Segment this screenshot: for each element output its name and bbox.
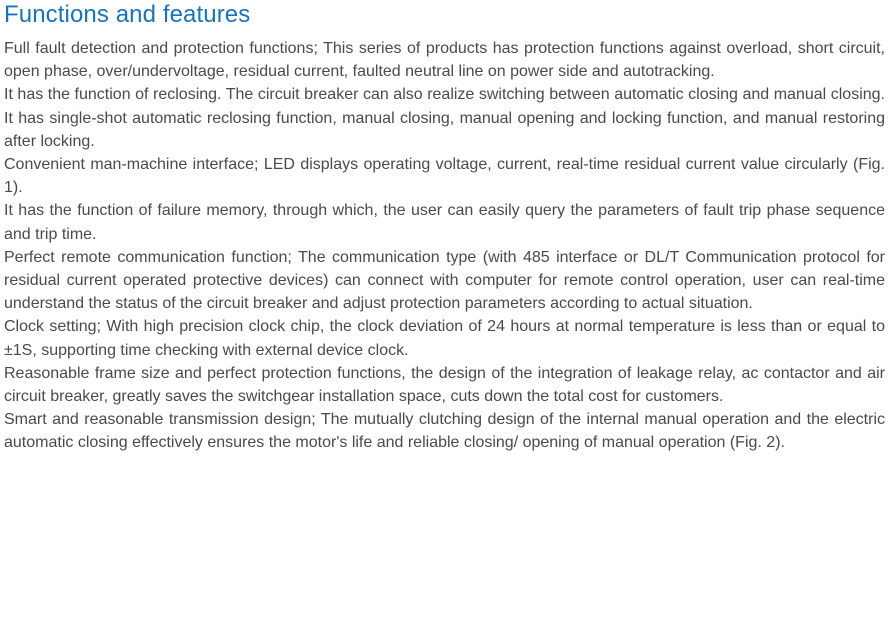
feature-paragraph-reclosing: It has the function of reclosing. The circuit breaker can also realize switching between automatic closing and manual closing. It has single-shot automatic reclosing function, manual closing, manual opening and locking function, and manual restoring after locking. [4, 86, 885, 150]
feature-paragraph-remote-communication: Perfect remote communication function; The communication type (with 485 interface or DL/T Communication protocol for residual current operated protective devices) can connect with computer for remote control operation, user can real-time understand the status of the circuit breaker and adjust protection parameters according to actual situation. [4, 248, 885, 313]
feature-paragraph-clock-setting: Clock setting; With high precision clock chip, the clock deviation of 24 hours at normal temperature is less than or equal to ±1S, supporting time checking with external device clock. [4, 318, 885, 359]
features-list [4, 37, 885, 455]
feature-paragraph-frame-size: Reasonable frame size and perfect protection functions, the design of the integration of leakage relay, ac contactor and air circuit breaker, greatly saves the switchgear installation space, cuts down the total cost for customers. [4, 364, 885, 406]
feature-paragraph-fault-protection: Full fault detection and protection functions; This series of products has protection functions against overload, short circuit, open phase, over/undervoltage, residual current, faulted neutral line on power side and autotracking. [4, 40, 885, 81]
feature-paragraph-transmission-design: Smart and reasonable transmission design; The mutually clutching design of the internal manual operation and the electric automatic closing effectively ensures the motor's life and reliable closing/ opening of manual operation (Fig. 2). [4, 411, 885, 452]
section-title: Functions and features [4, 1, 251, 28]
feature-paragraph-failure-memory: It has the function of failure memory, through which, the user can easily query the parameters of fault trip phase sequence and trip time. [4, 202, 885, 243]
feature-paragraph-interface: Convenient man-machine interface; LED displays operating voltage, current, real-time residual current value circularly (Fig. 1). [4, 156, 885, 197]
